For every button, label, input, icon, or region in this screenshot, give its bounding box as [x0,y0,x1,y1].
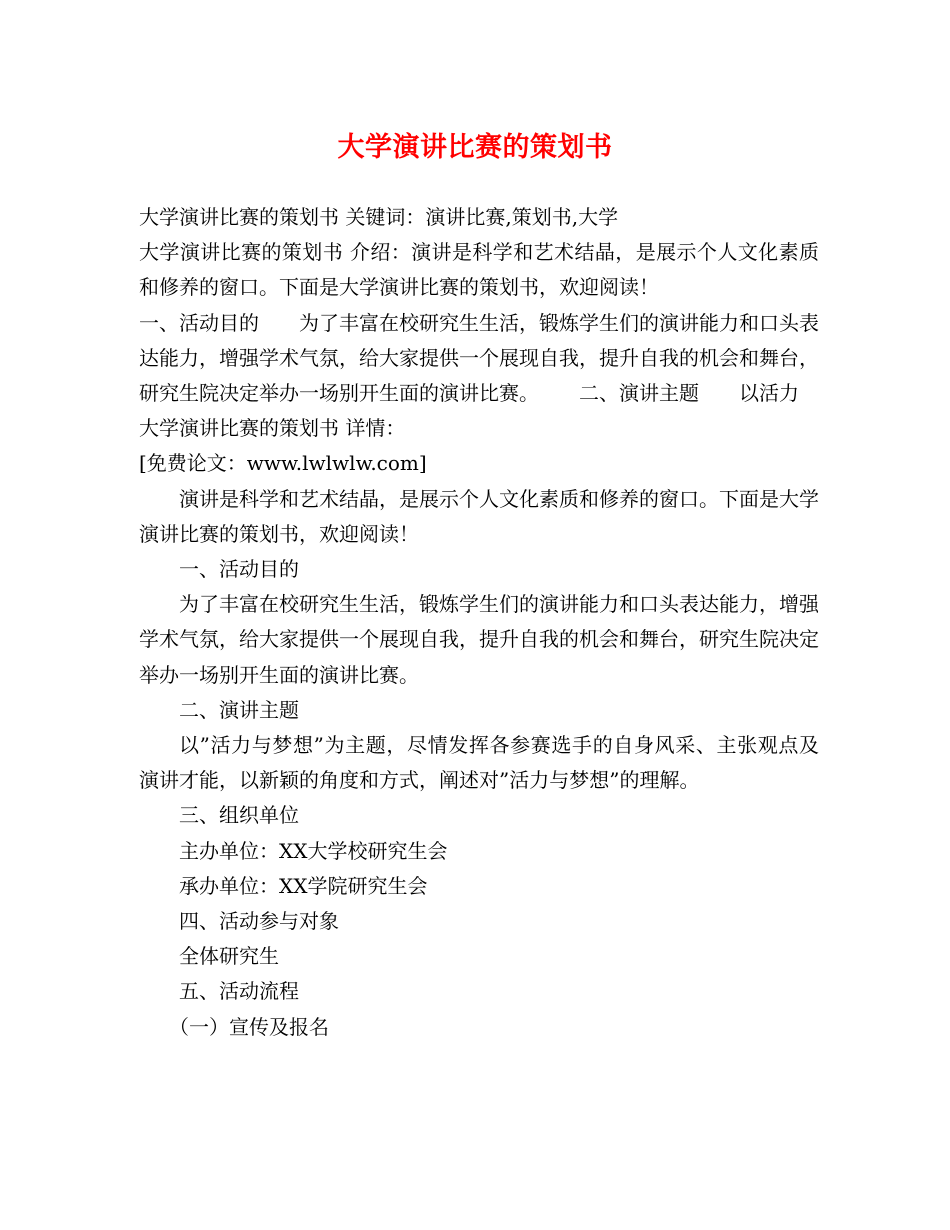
section-heading-organizers: 三、组织单位 [179,803,299,828]
source-line: [免费论文：www.lwlwlw.com] [139,451,427,476]
summary-heading-purpose: 一、活动目的 [139,310,259,335]
details-line: 大学演讲比赛的策划书 详情： [139,416,406,441]
document-title: 大学演讲比赛的策划书 [337,132,613,163]
summary-purpose-text: 为了丰富在校研究生生活，锻炼学生们的演讲能力和口头表达能力，增强学术气氛，给大家提供一个展现自我，提升自我的机会和舞台，研究生院决定举办一场别开生面的演讲比赛。 [139,310,819,406]
summary-theme-text: 以活力 [739,381,799,406]
keywords-line: 大学演讲比赛的策划书 关键词：演讲比赛,策划书,大学 [139,205,619,229]
subsection-heading-publicity: （一）宣传及报名 [169,1014,329,1039]
document-body [139,200,819,1045]
paragraph-theme: 以”活力与梦想”为主题，尽情发挥各参赛选手的自身风采、主张观点及演讲才能，以新颖的角度和方式，阐述对”活力与梦想”的理解。 [139,733,819,793]
paragraph-participants: 全体研究生 [179,944,279,969]
intro-line: 大学演讲比赛的策划书 介绍：演讲是科学和艺术结晶，是展示个人文化素质和修养的窗口。下面是大学演讲比赛的策划书，欢迎阅读！ [139,240,819,300]
section-heading-theme: 二、演讲主题 [179,697,299,722]
summary-heading-theme: 二、演讲主题 [579,381,699,406]
summary-block [139,306,819,412]
section-heading-participants: 四、活动参与对象 [179,909,339,934]
section-heading-process: 五、活动流程 [179,979,299,1004]
section-heading-purpose: 一、活动目的 [179,557,299,582]
paragraph-organizer: 承办单位：XX学院研究生会 [179,873,428,898]
paragraph-intro: 演讲是科学和艺术结晶，是展示个人文化素质和修养的窗口。下面是大学演讲比赛的策划书，欢迎阅读！ [139,486,819,546]
paragraph-purpose: 为了丰富在校研究生生活，锻炼学生们的演讲能力和口头表达能力，增强学术气氛，给大家提供一个展现自我，提升自我的机会和舞台，研究生院决定举办一场别开生面的演讲比赛。 [139,592,819,687]
paragraph-host: 主办单位：XX大学校研究生会 [179,838,448,863]
